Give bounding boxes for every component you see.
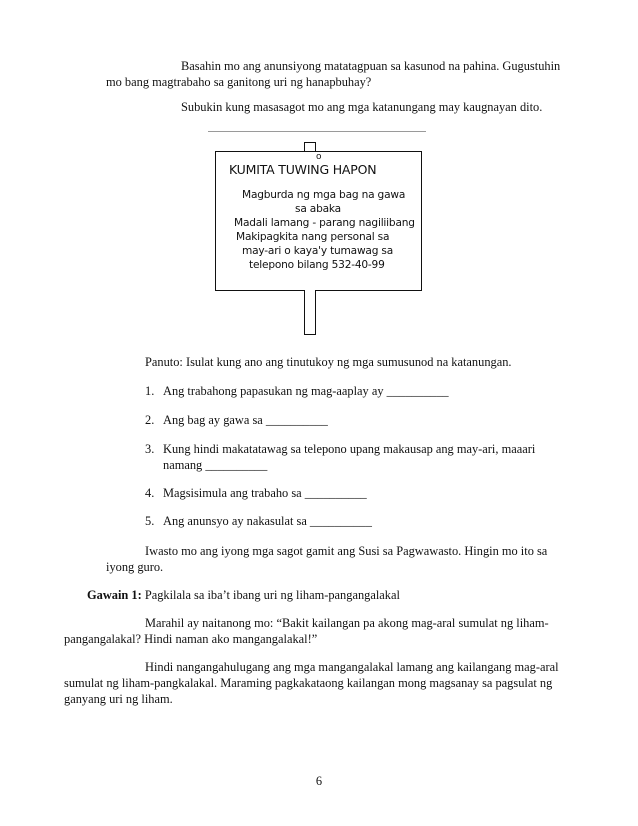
question-text: Ang anunsyo ay nakasulat sa __________	[163, 514, 372, 528]
question-number: 5.	[145, 514, 155, 528]
instruction-text: Panuto: Isulat kung ano ang tinutukoy ng mga sumusunod na katanungan.	[145, 355, 512, 369]
sign-board	[215, 151, 422, 291]
paragraph-2-line-2: sumulat ng liham-pangkalakal. Maraming pagkakataong kailangan mong magsanay sa pagsulat ng	[64, 676, 553, 690]
activity-heading	[87, 587, 400, 603]
question-text: Ang bag ay gawa sa __________	[163, 413, 328, 427]
question-number: 1.	[145, 384, 155, 398]
question-text-continued: namang __________	[163, 458, 268, 472]
question-text: Magsisimula ang trabaho sa __________	[163, 486, 367, 500]
page-number: 6	[315, 774, 323, 788]
check-answers-line-1: Iwasto mo ang iyong mga sagot gamit ang Susi sa Pagwawasto. Hingin mo ito sa	[145, 544, 548, 558]
question-number: 4.	[145, 486, 155, 500]
check-answers-line-2: iyong guro.	[106, 560, 164, 574]
paragraph-2-line-1: Hindi nangangahulugang ang mga mangangalakal lamang ang kailangang mag-aral	[145, 660, 559, 674]
sign-post-bottom	[304, 290, 316, 335]
intro-line-3: Subukin kung masasagot mo ang mga katanungang may kaugnayan dito.	[181, 100, 543, 114]
sign-line: Madali lamang - parang nagiliibang	[234, 217, 415, 229]
intro-line-1: Basahin mo ang anunsiyong matatagpuan sa kasunod na pahina. Gugustuhin	[181, 59, 561, 73]
paragraph-2-line-3: ganyang uri ng liham.	[64, 692, 173, 706]
paragraph-1-line-2: pangangalakal? Hindi naman ako mangangalakal!”	[64, 632, 318, 646]
advertisement-sign	[208, 131, 426, 343]
question-text: Kung hindi makatatawag sa telepono upang makausap ang may-ari, maaari	[163, 442, 536, 456]
question-text: Ang trabahong papasukan ng mag-aaplay ay __________	[163, 384, 449, 398]
activity-title: Pagkilala sa iba’t ibang uri ng liham-pangangalakal	[141, 588, 400, 602]
sign-line: Makipagkita nang personal sa	[236, 231, 390, 243]
sign-line: telepono bilang 532-40-99	[249, 259, 385, 271]
activity-label: Gawain 1:	[87, 588, 142, 602]
sign-line: Magburda ng mga bag na gawa	[242, 189, 406, 201]
sign-line: may-ari o kaya'y tumawag sa	[242, 245, 394, 257]
intro-line-2: mo bang magtrabaho sa ganitong uri ng hanapbuhay?	[106, 75, 372, 89]
sign-line: sa abaka	[295, 203, 341, 215]
sign-title: KUMITA TUWING HAPON	[229, 162, 377, 177]
question-number: 3.	[145, 442, 155, 456]
question-number: 2.	[145, 413, 155, 427]
divider-line	[208, 131, 426, 132]
sign-hanging-hole: o	[316, 152, 322, 162]
paragraph-1-line-1: Marahil ay naitanong mo: “Bakit kailangan pa akong mag-aral sumulat ng liham-	[145, 616, 549, 630]
